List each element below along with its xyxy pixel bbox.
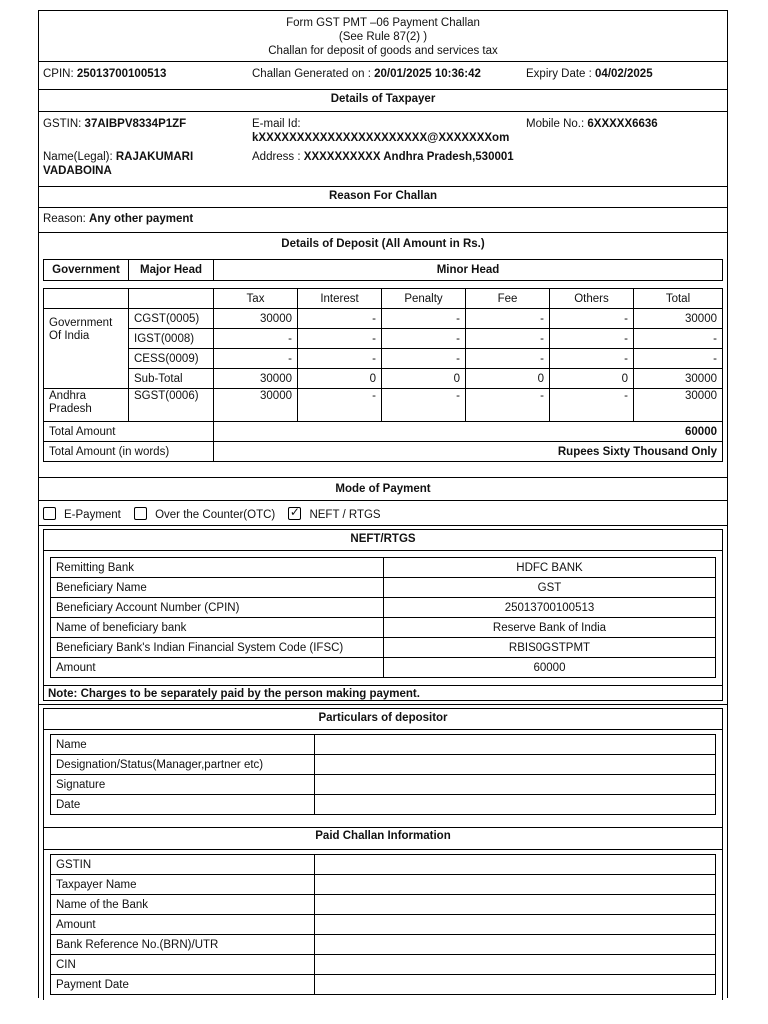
cell: - — [298, 349, 382, 369]
major-head: SGST(0006) — [129, 389, 214, 422]
gov-india-cell: Government Of India — [44, 309, 129, 389]
table-row — [51, 915, 716, 935]
table-row — [51, 618, 716, 638]
gstin-value: 37AIBPV8334P1ZF — [84, 118, 187, 130]
cell: - — [466, 389, 550, 422]
col-tax: Tax — [214, 289, 298, 309]
paid-value-field[interactable] — [315, 855, 716, 875]
challan-info-row — [39, 68, 727, 84]
mobile-field: Mobile No.: 6XXXXX6636 — [526, 118, 658, 130]
otc-option[interactable] — [134, 509, 275, 521]
divider — [39, 186, 727, 187]
neft-heading: NEFT/RTGS — [350, 533, 416, 545]
paid-label: Taxpayer Name — [51, 875, 315, 895]
cell: 30000 — [214, 389, 298, 422]
depositor-name-field[interactable] — [315, 735, 716, 755]
cell: - — [382, 349, 466, 369]
depositor-label: Name — [51, 735, 315, 755]
taxpayer-details — [39, 117, 727, 197]
divider — [39, 500, 727, 501]
neft-value: HDFC BANK — [384, 558, 716, 578]
cell: - — [382, 389, 466, 422]
form-subtitle: Challan for deposit of goods and services tax — [268, 45, 498, 57]
cell: - — [466, 309, 550, 329]
paid-value-field[interactable] — [315, 915, 716, 935]
cell: - — [466, 349, 550, 369]
payment-mode-options — [43, 507, 731, 521]
neft-label: Beneficiary Account Number (CPIN) — [51, 598, 384, 618]
paid-value-field[interactable] — [315, 955, 716, 975]
blank-cell — [129, 289, 214, 309]
paid-value-field[interactable] — [315, 895, 716, 915]
reason-row: Reason: Any other payment — [43, 213, 194, 225]
paid-label: CIN — [51, 955, 315, 975]
divider — [39, 111, 727, 112]
neft-label: Remitting Bank — [51, 558, 384, 578]
table-row — [51, 598, 716, 618]
amount-words-row — [44, 442, 723, 462]
neft-box — [43, 529, 723, 701]
cell: - — [298, 389, 382, 422]
table-row — [51, 975, 716, 995]
col-minor-head: Minor Head — [214, 260, 723, 281]
table-row — [51, 955, 716, 975]
table-row — [44, 389, 723, 422]
cell: - — [634, 349, 723, 369]
depositor-heading: Particulars of depositor — [318, 712, 448, 724]
divider — [39, 232, 727, 233]
table-row — [44, 369, 723, 389]
neft-value: 60000 — [384, 658, 716, 678]
divider — [44, 827, 722, 828]
cell: - — [382, 329, 466, 349]
paid-label: Payment Date — [51, 975, 315, 995]
divider — [44, 849, 722, 850]
cell: 30000 — [634, 369, 723, 389]
cell: 30000 — [634, 309, 723, 329]
deposit-subheader-row — [44, 289, 723, 309]
depositor-label: Date — [51, 795, 315, 815]
paid-label: GSTIN — [51, 855, 315, 875]
divider — [39, 704, 727, 705]
cell: 0 — [550, 369, 634, 389]
neft-label: Name of beneficiary bank — [51, 618, 384, 638]
generated-field: Challan Generated on : 20/01/2025 10:36:42 — [252, 68, 481, 80]
table-row — [51, 875, 716, 895]
paid-label: Bank Reference No.(BRN)/UTR — [51, 935, 315, 955]
divider — [39, 525, 727, 526]
cell: - — [214, 329, 298, 349]
epayment-checkbox[interactable] — [43, 507, 56, 520]
reason-value: Any other payment — [89, 213, 194, 225]
depositor-signature-field[interactable] — [315, 775, 716, 795]
table-row — [51, 935, 716, 955]
epayment-label: E-Payment — [64, 509, 121, 521]
table-row — [44, 309, 723, 329]
total-amount-row — [44, 422, 723, 442]
major-head: CGST(0005) — [129, 309, 214, 329]
neft-label: NEFT / RTGS — [309, 509, 381, 521]
major-head: IGST(0008) — [129, 329, 214, 349]
cell: 30000 — [214, 369, 298, 389]
cell: - — [550, 309, 634, 329]
table-row — [51, 558, 716, 578]
deposit-heading: Details of Deposit (All Amount in Rs.) — [281, 238, 485, 250]
table-row — [51, 638, 716, 658]
address-value: XXXXXXXXXX Andhra Pradesh,530001 — [303, 151, 514, 163]
neft-label: Beneficiary Name — [51, 578, 384, 598]
table-row — [51, 658, 716, 678]
taxpayer-heading: Details of Taxpayer — [330, 93, 436, 105]
name-field: Name(Legal): RAJAKUMARI VADABOINA — [43, 151, 194, 177]
email-field: E-mail Id: kXXXXXXXXXXXXXXXXXXXXXX@XXXXXXXom — [252, 118, 510, 144]
form-rule: (See Rule 87(2) ) — [338, 31, 428, 43]
deposit-table — [43, 288, 723, 462]
neft-option[interactable] — [288, 505, 381, 521]
total-amount-value: 60000 — [214, 422, 723, 442]
divider — [44, 685, 722, 686]
blank-cell — [44, 289, 129, 309]
divider — [44, 729, 722, 730]
deposit-header-table — [43, 259, 723, 281]
neft-value: Reserve Bank of India — [384, 618, 716, 638]
depositor-table — [50, 734, 716, 815]
neft-checkbox[interactable] — [288, 507, 301, 520]
col-major-head: Major Head — [129, 260, 214, 281]
cell: - — [466, 329, 550, 349]
otc-checkbox[interactable] — [134, 507, 147, 520]
neft-label: Beneficiary Bank's Indian Financial System Code (IFSC) — [51, 638, 384, 658]
checkmark-icon: ✓ — [289, 505, 300, 519]
cell: 0 — [466, 369, 550, 389]
major-head: CESS(0009) — [129, 349, 214, 369]
expiry-value: 04/02/2025 — [595, 68, 653, 80]
epayment-option[interactable] — [43, 509, 121, 521]
table-row — [51, 795, 716, 815]
cpin-field: CPIN: 25013700100513 — [43, 68, 167, 80]
payment-mode-heading: Mode of Payment — [335, 483, 431, 495]
paid-value-field[interactable] — [315, 975, 716, 995]
col-fee: Fee — [466, 289, 550, 309]
neft-note: Note: Charges to be separately paid by the person making payment. — [48, 688, 420, 700]
cell: 30000 — [214, 309, 298, 329]
col-government: Government — [44, 260, 129, 281]
total-amount-label: Total Amount — [44, 422, 214, 442]
state-cell: Andhra Pradesh — [44, 389, 129, 422]
challan-form — [38, 10, 728, 998]
address-field: Address : XXXXXXXXXX Andhra Pradesh,530001 — [252, 151, 514, 163]
cell: 0 — [382, 369, 466, 389]
generated-value: 20/01/2025 10:36:42 — [374, 68, 481, 80]
cell: - — [634, 329, 723, 349]
depositor-label: Signature — [51, 775, 315, 795]
form-title: Form GST PMT –06 Payment Challan — [286, 17, 480, 29]
mobile-value: 6XXXXX6636 — [587, 118, 658, 130]
cell: - — [550, 389, 634, 422]
col-interest: Interest — [298, 289, 382, 309]
table-row — [51, 895, 716, 915]
name-value-1: RAJAKUMARI — [115, 151, 194, 163]
form-header — [39, 16, 727, 58]
divider — [44, 550, 722, 551]
table-row — [44, 329, 723, 349]
neft-table — [50, 557, 716, 678]
col-others: Others — [550, 289, 634, 309]
cell: 0 — [298, 369, 382, 389]
divider — [39, 61, 727, 62]
table-row — [51, 855, 716, 875]
neft-value: RBIS0GSTPMT — [384, 638, 716, 658]
cell: - — [382, 309, 466, 329]
amount-words-label: Total Amount (in words) — [44, 442, 214, 462]
divider — [39, 207, 727, 208]
neft-label: Amount — [51, 658, 384, 678]
paid-table — [50, 854, 716, 995]
major-head: Sub-Total — [129, 369, 214, 389]
amount-words-value: Rupees Sixty Thousand Only — [214, 442, 723, 462]
cpin-value: 25013700100513 — [76, 68, 167, 80]
cell: - — [298, 329, 382, 349]
paid-label: Amount — [51, 915, 315, 935]
depositor-box — [43, 708, 723, 1000]
paid-label: Name of the Bank — [51, 895, 315, 915]
neft-value: GST — [384, 578, 716, 598]
otc-label: Over the Counter(OTC) — [155, 509, 276, 521]
table-row — [51, 735, 716, 755]
cell: - — [298, 309, 382, 329]
paid-value-field[interactable] — [315, 935, 716, 955]
email-value: kXXXXXXXXXXXXXXXXXXXXXX@XXXXXXXom — [252, 132, 510, 144]
divider — [39, 477, 727, 478]
table-row — [51, 775, 716, 795]
paid-value-field[interactable] — [315, 875, 716, 895]
cell: - — [550, 349, 634, 369]
depositor-label: Designation/Status(Manager,partner etc) — [51, 755, 315, 775]
table-row — [51, 578, 716, 598]
name-value-2: VADABOINA — [43, 165, 112, 177]
paid-heading: Paid Challan Information — [315, 830, 451, 842]
depositor-date-field[interactable] — [315, 795, 716, 815]
cell: 30000 — [634, 389, 723, 422]
col-total: Total — [634, 289, 723, 309]
cell: - — [214, 349, 298, 369]
neft-value: 25013700100513 — [384, 598, 716, 618]
table-row — [44, 349, 723, 369]
table-row — [51, 755, 716, 775]
col-penalty: Penalty — [382, 289, 466, 309]
reason-heading: Reason For Challan — [329, 190, 437, 202]
cell: - — [550, 329, 634, 349]
gstin-field: GSTIN: 37AIBPV8334P1ZF — [43, 118, 187, 130]
depositor-designation-field[interactable] — [315, 755, 716, 775]
expiry-field: Expiry Date : 04/02/2025 — [526, 68, 653, 80]
divider — [39, 89, 727, 90]
